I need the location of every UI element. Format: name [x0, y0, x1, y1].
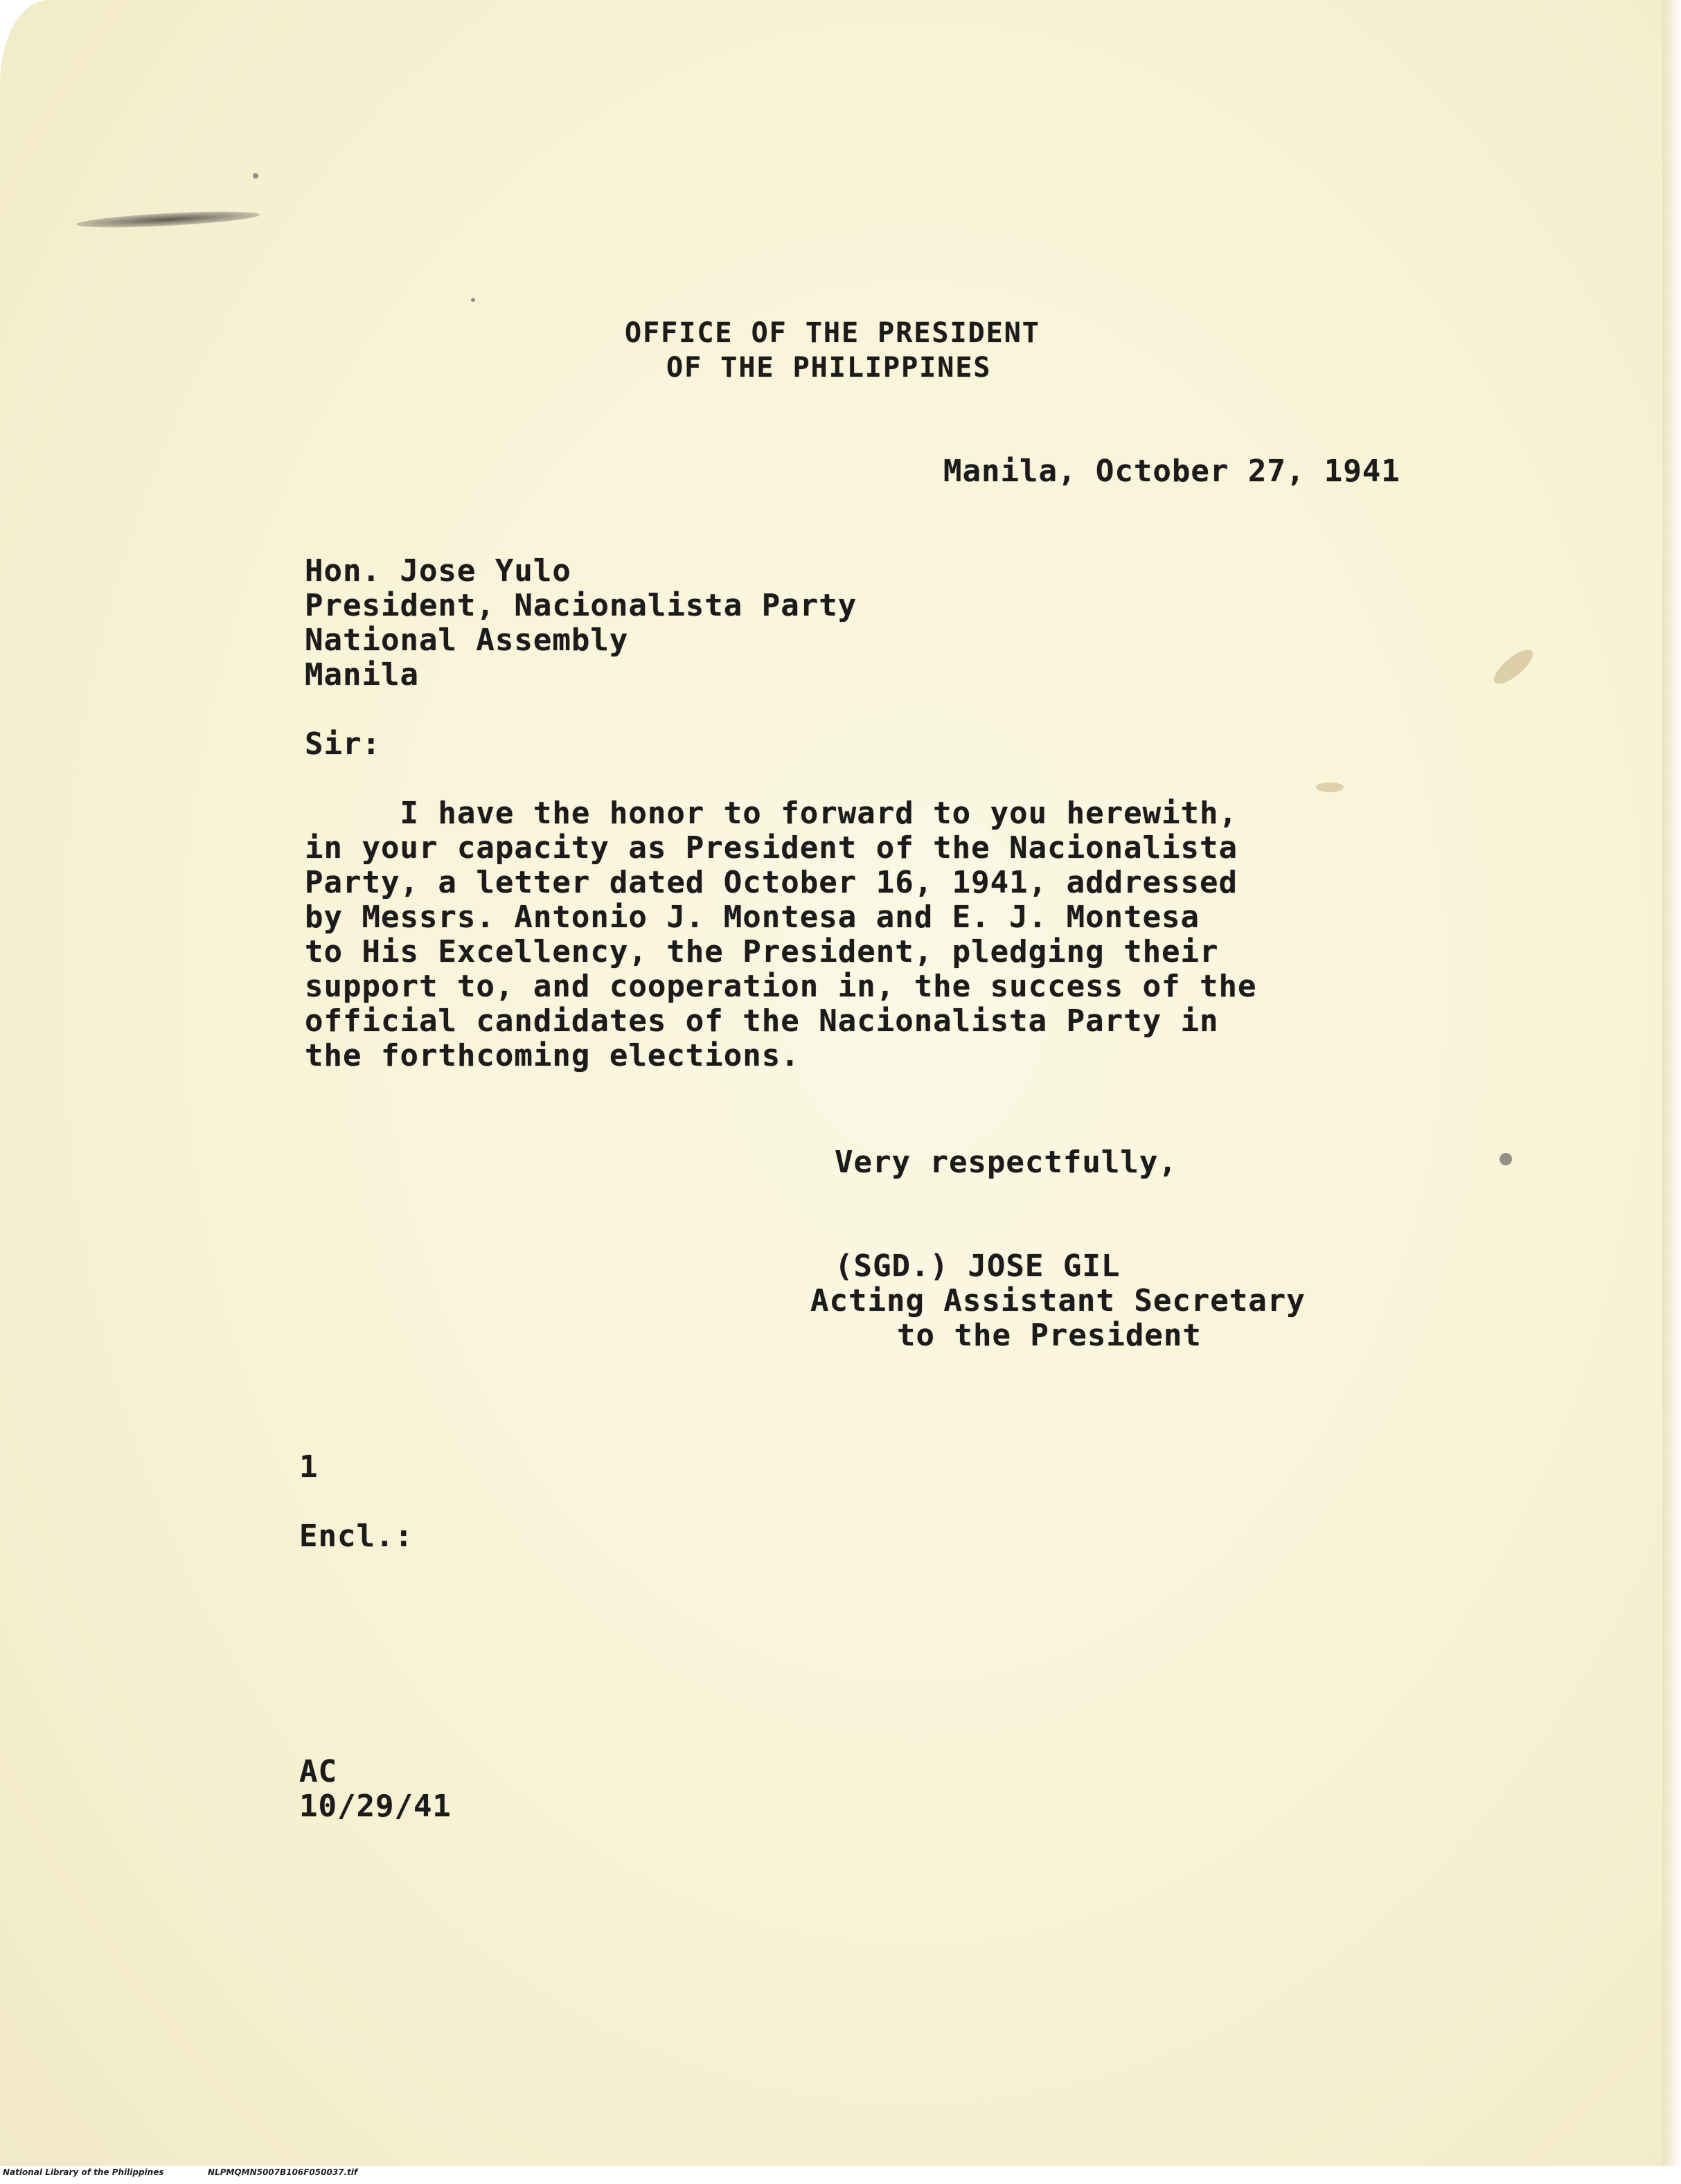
footer-library: National Library of the Philippines — [3, 2167, 164, 2177]
paper-speck — [1500, 1153, 1512, 1165]
body-line-1: I have the honor to forward to you herewith, — [305, 796, 1238, 831]
paper-stain — [1316, 782, 1344, 792]
paper-speck — [471, 298, 475, 302]
body-line-7: official candidates of the Nacionalista Party in — [305, 1003, 1219, 1039]
body-line-3: Party, a letter dated October 16, 1941, addressed — [305, 865, 1238, 900]
ink-smudge — [76, 208, 260, 231]
paper-speck — [253, 173, 258, 179]
addressee-line-4: Manila — [305, 657, 419, 692]
addressee-line-1: Hon. Jose Yulo — [305, 553, 571, 589]
salutation: Sir: — [305, 726, 381, 762]
body-line-4: by Messrs. Antonio J. Montesa and E. J. Montesa — [305, 899, 1200, 935]
body-line-5: to His Excellency, the President, pledging their — [305, 934, 1219, 969]
dateline: Manila, October 27, 1941 — [943, 454, 1400, 489]
closing: Very respectfully, — [835, 1145, 1177, 1180]
body-line-2: in your capacity as President of the Nacionalista — [305, 830, 1238, 866]
addressee-line-2: President, Nacionalista Party — [305, 588, 857, 623]
enclosure-label: Encl.: — [299, 1519, 413, 1554]
letterhead-line-2: OF THE PHILIPPINES — [666, 352, 992, 384]
scan-edge — [1662, 0, 1681, 2184]
signature-name: (SGD.) JOSE GIL — [835, 1248, 1121, 1284]
letterhead-line-1: OFFICE OF THE PRESIDENT — [625, 317, 1040, 349]
paper-stain — [1489, 645, 1538, 690]
signature-title-2: to the President — [897, 1318, 1202, 1353]
footer-file-id: NLPMQMN5007B106F050037.tif — [208, 2167, 358, 2177]
typist-initials: AC — [299, 1754, 337, 1789]
addressee-line-3: National Assembly — [305, 623, 629, 658]
signature-title-1: Acting Assistant Secretary — [810, 1283, 1306, 1318]
typed-date: 10/29/41 — [299, 1789, 452, 1824]
body-line-8: the forthcoming elections. — [305, 1038, 800, 1073]
body-line-6: support to, and cooperation in, the success of the — [305, 969, 1257, 1004]
enclosure-count: 1 — [299, 1449, 319, 1485]
